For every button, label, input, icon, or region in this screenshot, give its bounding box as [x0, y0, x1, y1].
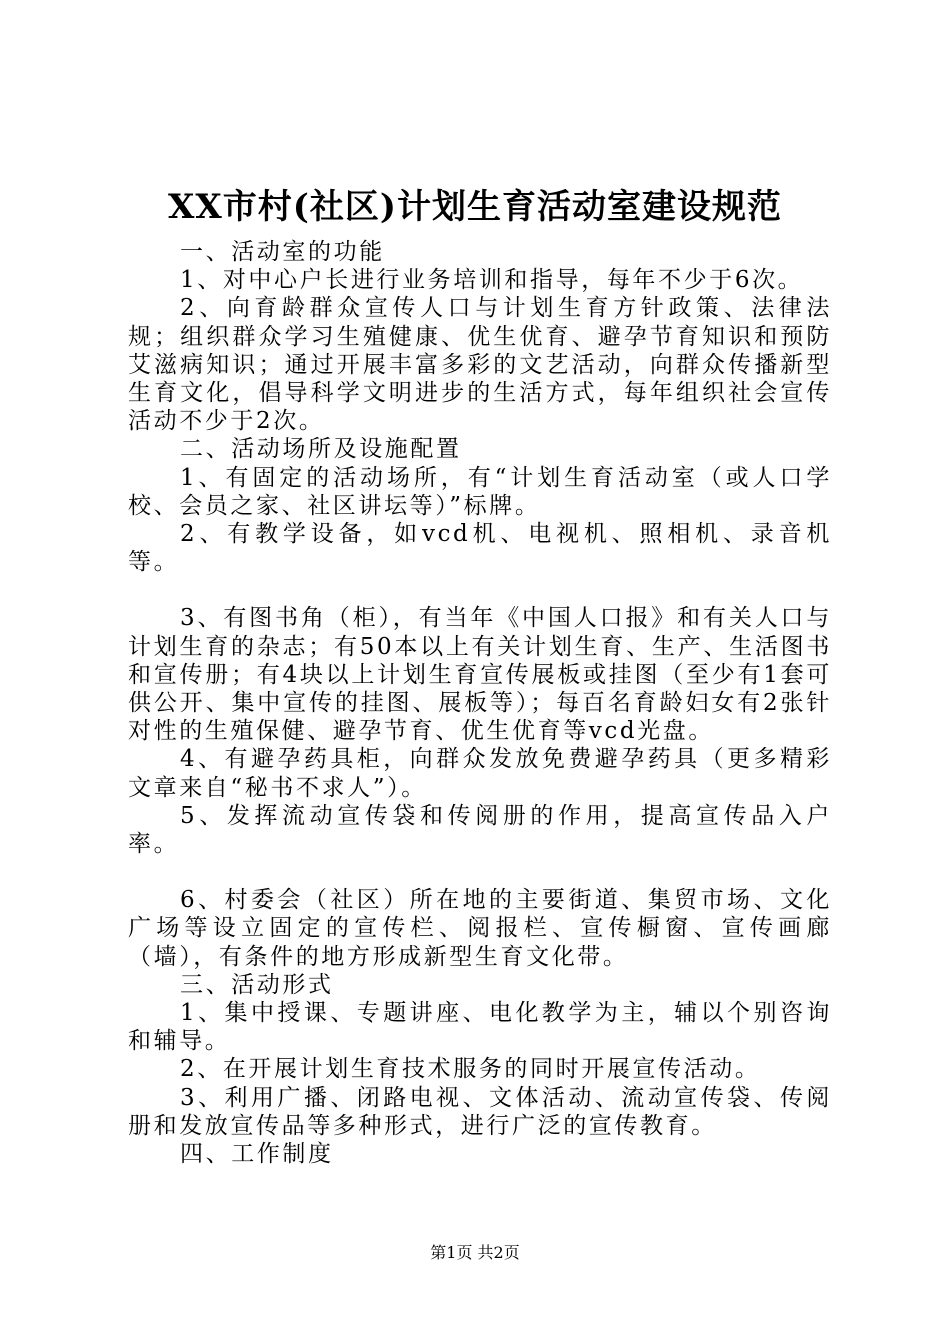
section-heading-3: 三、活动形式	[180, 971, 334, 998]
paragraph: 3、利用广播、闭路电视、文体活动、流动宣传袋、传阅册和发放宣传品等多种形式，进行广泛的宣传教育。	[128, 1084, 832, 1139]
document-title: XX市村(社区)计划生育活动室建设规范	[168, 187, 782, 227]
section-heading-1: 一、活动室的功能	[180, 239, 385, 265]
section-heading-4: 四、工作制度	[180, 1141, 334, 1168]
section-heading-2: 二、活动场所及设施配置	[180, 436, 462, 463]
paragraph: 2、向育龄群众宣传人口与计划生育方针政策、法律法规；组织群众学习生殖健康、优生优育、避孕节育知识和预防艾滋病知识；通过开展丰富多彩的文艺活动，向群众传播新型生育文化，倡导科学文明进步的生活方式，每年组织社会宣传活动不少于2次。	[128, 295, 832, 435]
paragraph: 3、有图书角（柜），有当年《中国人口报》和有关人口与计划生育的杂志；有50本以上有关计划生育、生产、生活图书和宣传册；有4块以上计划生育宣传展板或挂图（至少有1套可供公开、集中宣传的挂图、展板等）；每百名育龄妇女有2张针对性的生殖保健、避孕节育、优生优育等vcd光盘。	[128, 605, 832, 745]
document-body	[128, 238, 832, 1168]
paragraph: 1、有固定的活动场所，有“计划生育活动室（或人口学校、会员之家、社区讲坛等）”标牌。	[128, 464, 832, 519]
paragraph: 4、有避孕药具柜，向群众发放免费避孕药具（更多精彩文章来自“秘书不求人”）。	[128, 746, 832, 801]
paragraph: 1、对中心户长进行业务培训和指导，每年不少于6次。	[180, 267, 804, 294]
paragraph: 2、有教学设备，如vcd机、电视机、照相机、录音机等。	[128, 521, 832, 576]
page-footer: 第1页 共2页	[430, 1243, 520, 1262]
paragraph: 2、在开展计划生育技术服务的同时开展宣传活动。	[180, 1056, 761, 1083]
paragraph: 1、集中授课、专题讲座、电化教学为主，辅以个别咨询和辅导。	[128, 1000, 832, 1055]
paragraph: 6、村委会（社区）所在地的主要街道、集贸市场、文化广场等设立固定的宣传栏、阅报栏、宣传橱窗、宣传画廊（墙），有条件的地方形成新型生育文化带。	[128, 887, 832, 970]
paragraph: 5、发挥流动宣传袋和传阅册的作用，提高宣传品入户率。	[128, 802, 832, 858]
